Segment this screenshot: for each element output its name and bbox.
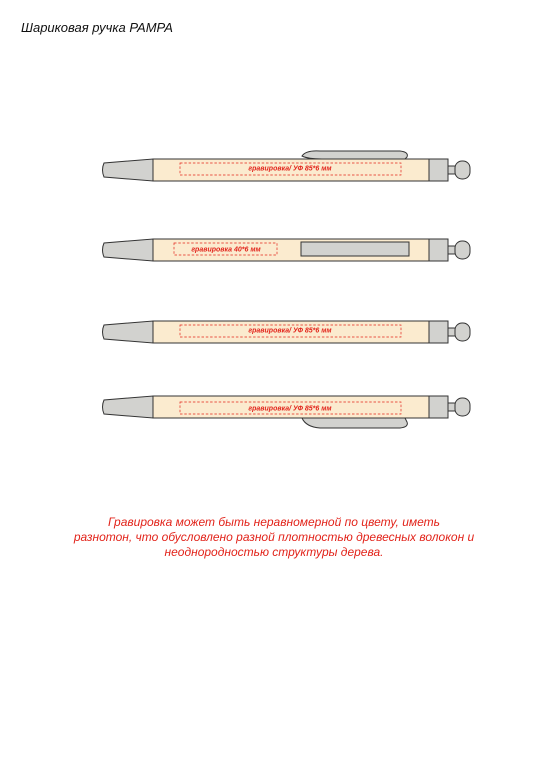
- pen-drawing-2: [0, 222, 548, 282]
- pen-button: [455, 161, 470, 179]
- engraving-label: гравировка/ УФ 85*6 мм: [248, 405, 332, 413]
- pen-clip: [302, 418, 407, 428]
- metal-plate: [301, 242, 409, 256]
- pen-button: [455, 241, 470, 259]
- pen-end-cap: [429, 159, 448, 181]
- note-line: неоднородностью структуры дерева.: [164, 545, 384, 559]
- pen-button: [455, 323, 470, 341]
- pen-button: [455, 398, 470, 416]
- page-title: Шариковая ручка PAMPA: [21, 20, 173, 35]
- engraving-label: гравировка/ УФ 85*6 мм: [248, 165, 332, 173]
- pen-clip: [302, 151, 407, 159]
- note-line: Гравировка может быть неравномерной по цвету, иметь: [108, 515, 440, 529]
- note-line: разнотон, что обусловлено разной плотностью древесных волокон и: [73, 530, 475, 544]
- pen-end-cap: [429, 239, 448, 261]
- engraving-label: гравировка/ УФ 85*6 мм: [248, 327, 332, 335]
- engraving-note: [60, 515, 488, 560]
- pen-tip: [103, 321, 154, 343]
- pen-end-cap: [429, 321, 448, 343]
- pen-tip: [103, 159, 154, 181]
- pen-end-cap: [429, 396, 448, 418]
- pen-tip: [103, 239, 154, 261]
- engraving-label: гравировка 40*6 мм: [191, 246, 261, 254]
- pen-tip: [103, 396, 154, 418]
